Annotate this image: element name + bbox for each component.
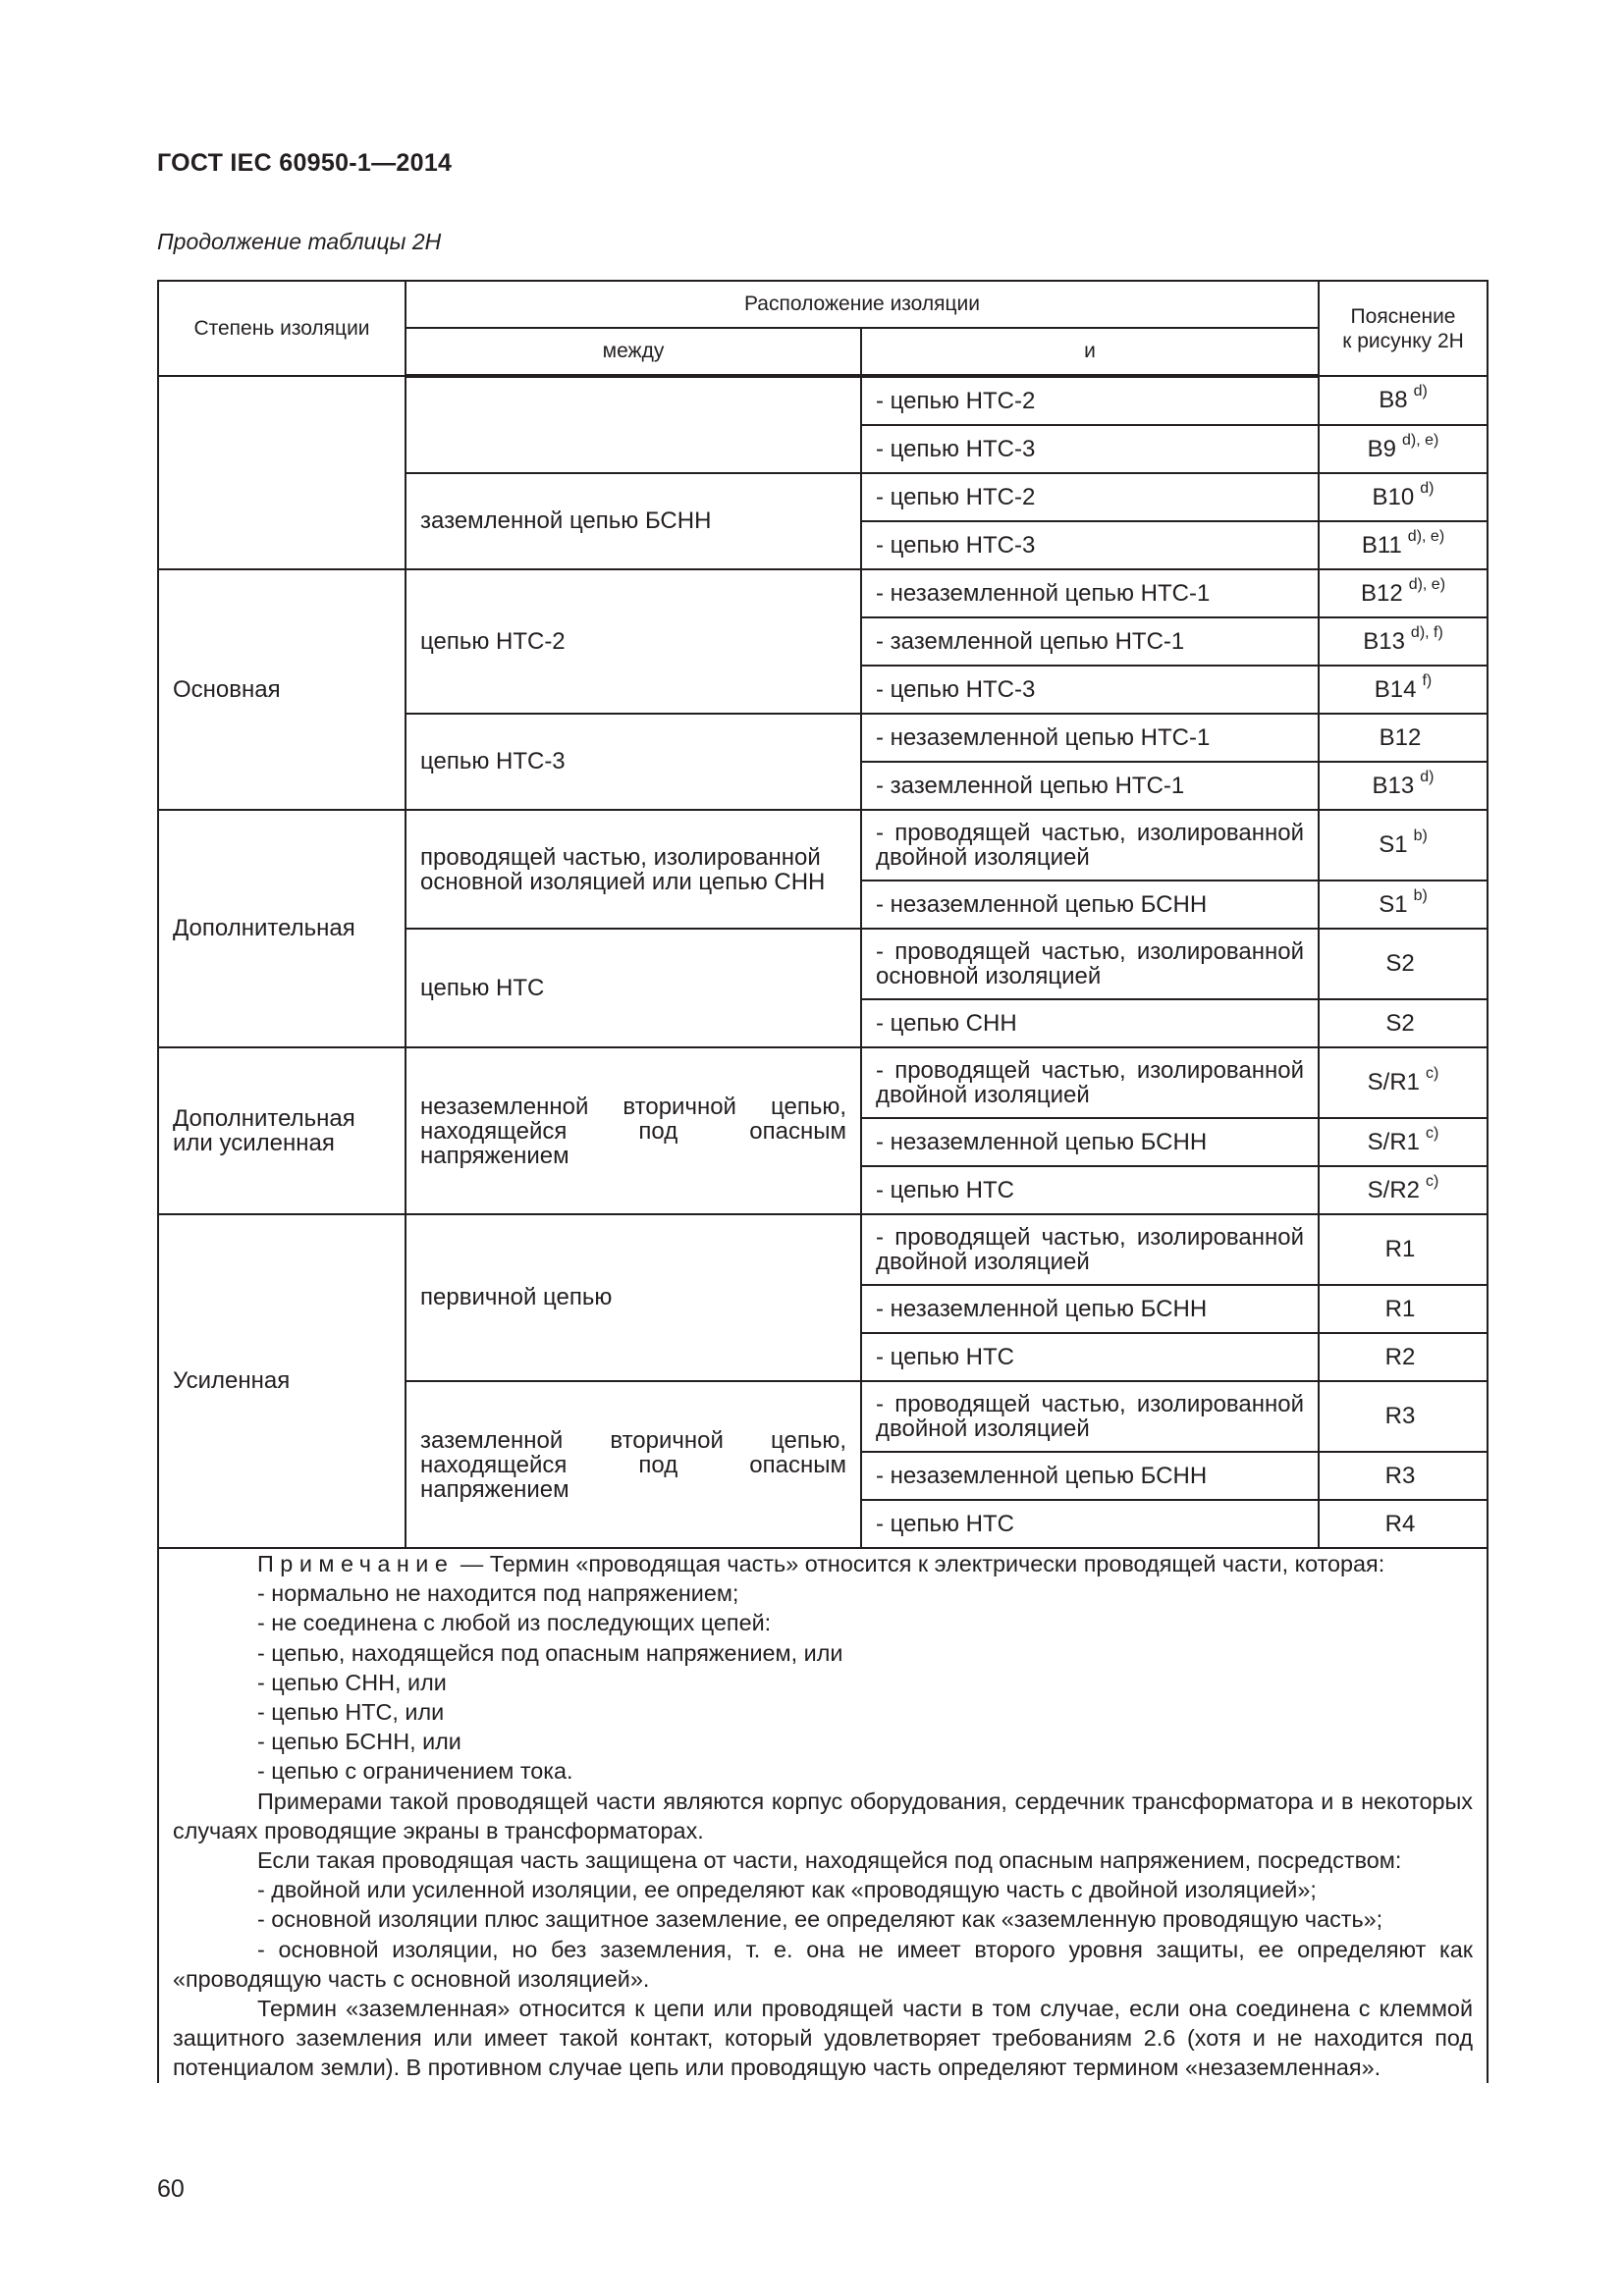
note-paragraph: Термин «заземленная» относится к цепи или проводящей части в том случае, если она соединена с клеммой защитного заземления или имеет такой контакт, который удовлетворяет требованиям 2.6 (хотя и не находится под потенциалом земли). В противном случае цепь или проводящую часть определяют термином «незаземленная». (173, 1996, 1474, 2081)
and-cell: - незаземленной цепью БСНН (861, 881, 1319, 929)
table-row (158, 1214, 1488, 1285)
and-cell: - цепью НТС-2 (861, 376, 1319, 425)
note-item: - цепью БСНН, или (257, 1729, 461, 1755)
ref-cell: B9 $^{d), e)}$ (1319, 425, 1488, 473)
note-intro (173, 1549, 1473, 1578)
ref-cell: R3 (1319, 1452, 1488, 1500)
header-explanation-line2: к рисунку 2Н (1342, 329, 1464, 352)
and-cell: - заземленной цепью НТС-1 (861, 617, 1319, 666)
and-cell: - незаземленной цепью БСНН (861, 1118, 1319, 1166)
and-cell: - незаземленной цепью НТС-1 (861, 714, 1319, 762)
and-cell: - цепью СНН (861, 999, 1319, 1047)
ref-cell: B11 $^{d), e)}$ (1319, 521, 1488, 569)
table-row (158, 810, 1488, 881)
degree-cell: Дополнительная или усиленная (158, 1047, 406, 1214)
and-cell: - проводящей частью, изолированной двойной изоляцией (861, 1381, 1319, 1452)
header-and: и (861, 328, 1319, 376)
degree-cell: Дополнительная (158, 810, 406, 1047)
and-cell: - цепью НТС-3 (861, 666, 1319, 714)
note-item: - не соединена с любой из последующих цепей: (257, 1610, 772, 1636)
note-item: - цепью, находящейся под опасным напряжением, или (257, 1639, 843, 1666)
ref-cell: S2 (1319, 929, 1488, 999)
between-cell: цепью НТС-2 (406, 569, 861, 714)
degree-cell (158, 376, 406, 569)
between-cell (406, 376, 861, 473)
ref-cell: B10 $^{d)}$ (1319, 473, 1488, 521)
ref-cell: B13 $^{d)}$ (1319, 762, 1488, 810)
header-explanation-line1: Пояснение (1350, 304, 1456, 328)
and-cell: - цепью НТС (861, 1500, 1319, 1548)
ref-cell: R3 (1319, 1381, 1488, 1452)
and-cell: - цепью НТС (861, 1333, 1319, 1381)
ref-cell: R1 (1319, 1214, 1488, 1285)
ref-cell: R1 (1319, 1285, 1488, 1333)
insulation-table (157, 280, 1489, 2083)
note-item: - цепью с ограничением тока. (257, 1758, 573, 1785)
ref-cell: B12 $^{d), e)}$ (1319, 569, 1488, 617)
ref-cell: S/R1 $^{c)}$ (1319, 1047, 1488, 1118)
note-item: - основной изоляции, но без заземления, т. е. она не имеет второго уровня защиты, ее определяют как «проводящую часть с основной изоляцией». (173, 1936, 1474, 1992)
and-cell: - проводящей частью, изолированной двойной изоляцией (861, 1047, 1319, 1118)
ref-cell: S1 $^{b)}$ (1319, 881, 1488, 929)
between-cell: проводящей частью, изолированной основной изоляцией или цепью СНН (406, 810, 861, 929)
and-cell: - цепью НТС (861, 1166, 1319, 1214)
degree-cell: Усиленная (158, 1214, 406, 1548)
header-location: Расположение изоляции (406, 281, 1319, 328)
and-cell: - заземленной цепью НТС-1 (861, 762, 1319, 810)
note-item: - двойной или усиленной изоляции, ее определяют как «проводящую часть с двойной изоляцией»; (257, 1877, 1317, 1903)
and-cell: - проводящей частью, изолированной двойной изоляцией (861, 1214, 1319, 1285)
note-item: - цепью СНН, или (257, 1669, 447, 1695)
header-between: между (406, 328, 861, 376)
ref-cell: S/R1 $^{c)}$ (1319, 1118, 1488, 1166)
between-cell: цепью НТС (406, 929, 861, 1047)
note-paragraph: Примерами такой проводящей части являются корпус оборудования, сердечник трансформатора и в некоторых случаях проводящие экраны в трансформаторах. (173, 1788, 1474, 1843)
table-row (158, 376, 1488, 425)
note-label: Примечание (257, 1551, 455, 1576)
header-degree: Степень изоляции (158, 281, 406, 376)
note-row (158, 1548, 1488, 2083)
header-explanation (1319, 281, 1488, 376)
and-cell: - проводящей частью, изолированной двойной изоляцией (861, 810, 1319, 881)
page-number: 60 (157, 2175, 185, 2203)
table-row (158, 1047, 1488, 1118)
table-caption: Продолжение таблицы 2Н (157, 229, 442, 254)
and-cell: - цепью НТС-2 (861, 473, 1319, 521)
note-paragraph: Если такая проводящая часть защищена от части, находящейся под опасным напряжением, посредством: (257, 1847, 1402, 1874)
ref-cell: S1 $^{b)}$ (1319, 810, 1488, 881)
note-item: - нормально не находится под напряжением; (257, 1580, 739, 1607)
ref-cell: B13 $^{d), f)}$ (1319, 617, 1488, 666)
table-row (158, 569, 1488, 617)
ref-cell: B12 (1319, 714, 1488, 762)
and-cell: - цепью НТС-3 (861, 425, 1319, 473)
degree-cell: Основная (158, 569, 406, 810)
between-cell: незаземленной вторичной цепью, находящейся под опасным напряжением (406, 1047, 861, 1214)
between-cell: первичной цепью (406, 1214, 861, 1381)
and-cell: - незаземленной цепью НТС-1 (861, 569, 1319, 617)
ref-cell: R4 (1319, 1500, 1488, 1548)
and-cell: - проводящей частью, изолированной основной изоляцией (861, 929, 1319, 999)
table-note (158, 1548, 1488, 2083)
and-cell: - незаземленной цепью БСНН (861, 1285, 1319, 1333)
and-cell: - цепью НТС-3 (861, 521, 1319, 569)
note-intro-text: — Термин «проводящая часть» относится к электрически проводящей части, которая: (454, 1551, 1385, 1576)
ref-cell: B8 $^{d)}$ (1319, 376, 1488, 425)
between-cell: заземленной цепью БСНН (406, 473, 861, 569)
document-title: ГОСТ IEC 60950-1—2014 (157, 149, 453, 177)
note-item: - цепью НТС, или (257, 1699, 445, 1726)
ref-cell: S2 (1319, 999, 1488, 1047)
between-cell: цепью НТС-3 (406, 714, 861, 810)
ref-cell: S/R2 $^{c)}$ (1319, 1166, 1488, 1214)
note-item: - основной изоляции плюс защитное заземление, ее определяют как «заземленную проводящую часть»; (257, 1906, 1383, 1933)
between-cell: заземленной вторичной цепью, находящейся под опасным напряжением (406, 1381, 861, 1548)
ref-cell: B14 $^{f)}$ (1319, 666, 1488, 714)
ref-cell: R2 (1319, 1333, 1488, 1381)
and-cell: - незаземленной цепью БСНН (861, 1452, 1319, 1500)
